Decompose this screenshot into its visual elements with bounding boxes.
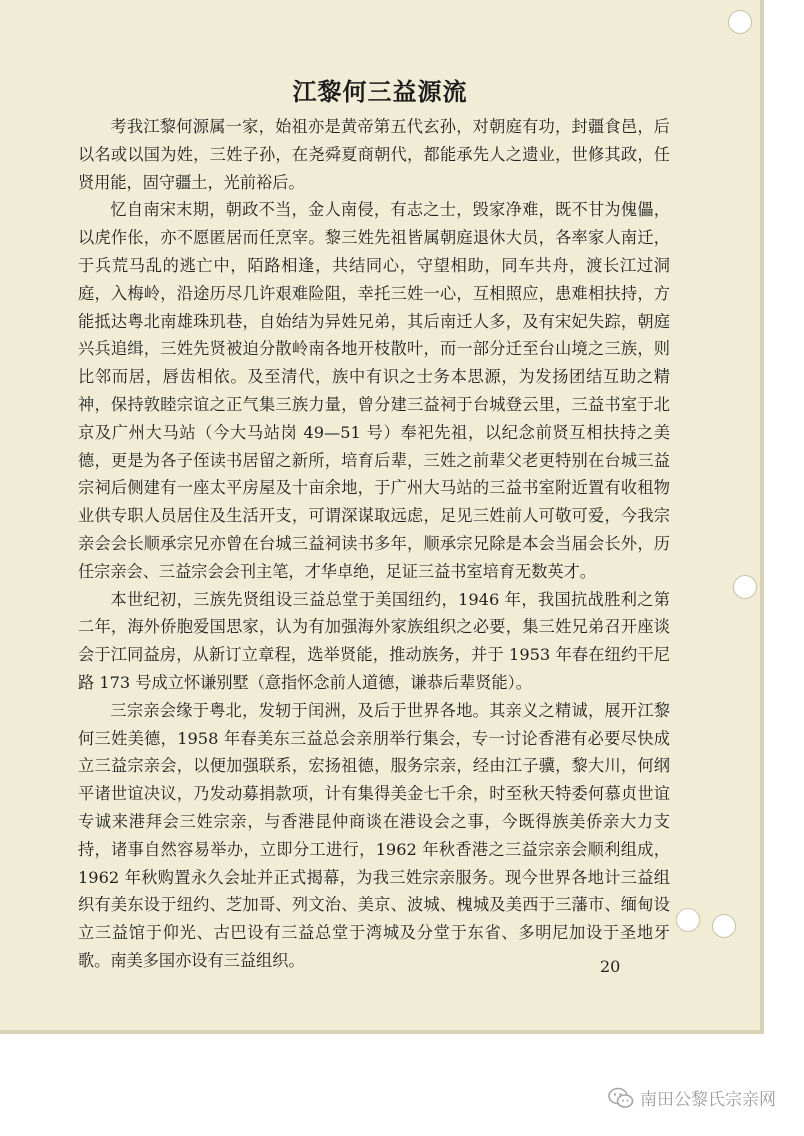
- paragraph: 考我江黎何源属一家，始祖亦是黄帝第五代玄孙，对朝庭有功，封疆食邑，后以名或以国为姓，三姓子孙，在尧舜夏商朝代，都能承先人之遗业，世修其政，任贤用能，固守疆土，光前裕后。: [78, 117, 670, 192]
- punch-hole: [733, 575, 757, 599]
- punch-hole: [728, 10, 752, 34]
- punch-hole: [676, 908, 700, 932]
- paragraph: 三宗亲会缘于粤北，发轫于闰洲，及后于世界各地。其亲义之精诚，展开江黎何三姓美德，1958 年春美东三益总会亲朋举行集会，专一讨论香港有必要尽快成立三益宗亲会，以便加强联系，宏扬祖德，服务宗亲，经由江子骥，黎大川，何纲平诸世谊决议，乃发动募捐款项，计有集得美金七千余，时至秋天特委何慕贞世谊专诚来港拜会三姓宗亲，与香港昆仲商谈在港设会之事，今既得族美侨亲大力支持，诸事自然容易举办，立即分工进行，1962 年秋香港之三益宗亲会顺利组成，1962 年秋购置永久会址并正式揭幕，为我三姓宗亲服务。现今世界各地计三益组织有美东设于纽约、芝加哥、列文治、美京、波城、槐城及美西于三藩市、缅甸设立三益馆于仰光、古巴设有三益总堂于湾城及分堂于东省、多明尼加设于圣地牙歌。南美多国亦设有三益组织。: [78, 700, 670, 970]
- page-number: 20: [600, 957, 621, 976]
- punch-hole: [712, 914, 736, 938]
- page-title: 江黎何三益源流: [292, 77, 468, 106]
- source-watermark: [608, 1085, 776, 1110]
- source-label: 南田公黎氏宗亲网: [640, 1090, 776, 1110]
- paragraph: 忆自南宋末期，朝政不当，金人南侵，有志之士，毁家净难，既不甘为傀儡，以虎作伥，亦不愿匿居而任烹宰。黎三姓先祖皆属朝庭退休大员，各率家人南迁，于兵荒马乱的逃亡中，陌路相逢，共结同心，守望相助，同车共舟，渡长江过洞庭，入梅岭，沿途历尽几许艰难险阻，幸托三姓一心，互相照应，患难相扶持，方能抵达粤北南雄珠玑巷，自始结为异姓兄弟，其后南迁人多，及有宋妃失踪，朝庭兴兵追缉，三姓先贤被迫分散岭南各地开枝散叶，而一部分迁至台山境之三族，则比邻而居，唇齿相依。及至清代，族中有识之士务本思源，为发扬团结互助之精神，保持敦睦宗谊之正气集三族力量，曾分建三益祠于台城登云里，三益书室于北京及广州大马站（今大马站岗 49—51 号）奉祀先祖，以纪念前贤互相扶持之美德，更是为各子侄读书居留之新所，培育后辈，三姓之前辈父老更特别在台城三益宗祠后侧建有一座太平房屋及十亩余地，于广州大马站的三益书室附近置有收租物业供专职人员居住及生活开支，可谓深谋取远虑，足见三姓前人可敬可爱，今我宗亲会会长顺承宗兄亦曾在台城三益祠读书多年，顺承宗兄除是本会当届会长外，历任宗亲会、三益宗会会刊主笔，才华卓绝，足证三益书室培育无数英才。: [78, 200, 670, 581]
- article-body: [78, 113, 670, 975]
- wechat-icon: [608, 1087, 634, 1109]
- paragraph: 本世纪初，三族先贤组设三益总堂于美国纽约，1946 年，我国抗战胜利之第二年，海外侨胞爱国思家，认为有加强海外家族组织之必要，集三姓兄弟召开座谈会于江同益房，从新订立章程，选举贤能，推动族务，并于 1953 年春在纽约干尼路 173 号成立怀谦别墅（意指怀念前人道德，谦恭后辈贤能）。: [78, 589, 670, 692]
